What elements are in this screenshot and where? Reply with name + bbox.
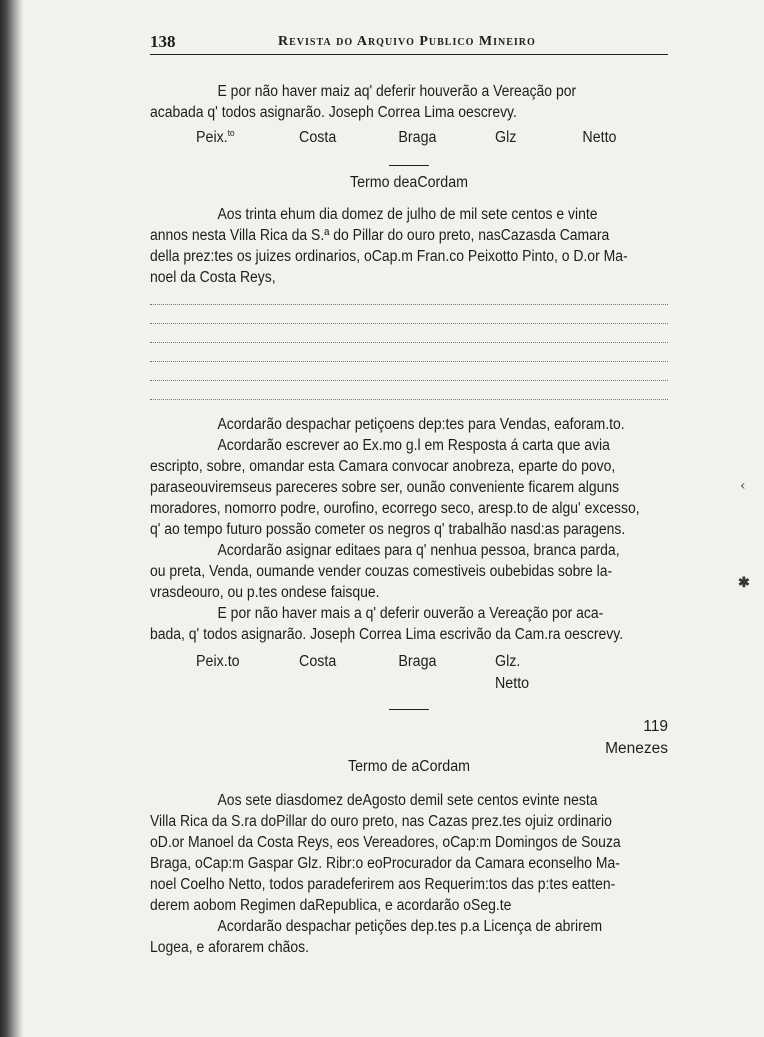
dotted-lines <box>150 304 668 400</box>
running-title: Revista do Arquivo Publico Mineiro <box>278 34 536 49</box>
margin-note-name: Menezes <box>605 740 668 757</box>
section-title: Termo de aCordam <box>347 758 471 775</box>
signature: Glz <box>495 129 517 146</box>
text-line: Aos sete diasdomez deAgosto demil sete centos evinte nesta <box>217 792 598 809</box>
text-line: paraseouviremseus pareceres sobre ser, ounão conveniente ficarem alguns <box>150 479 620 496</box>
text-line: E por não haver maiz aq' deferir houverão a Vereação por <box>217 83 577 100</box>
margin-note <box>150 716 668 760</box>
section-title: Termo deaCordam <box>349 174 469 191</box>
signatures-row <box>150 129 627 151</box>
text-line: oD.or Manoel da Costa Reys, eos Vereadores, oCap:m Domingos de Souza <box>150 834 621 851</box>
signature: Costa <box>299 129 337 146</box>
signature: Peix.$^{to}$ <box>196 128 235 146</box>
text-line: acabada q' todos asignarão. Joseph Correa Lima oescrevy. <box>150 104 517 121</box>
text-line: Logea, e aforarem chãos. <box>150 939 309 956</box>
text-line: moradores, nomorro podre, ourofino, ecorrego seco, aresp.to de algu' excesso, <box>150 500 640 517</box>
paragraph-resolutions <box>150 414 668 645</box>
text-line: vrasdeouro, ou p.tes ondese faisque. <box>150 584 380 601</box>
paragraph-opening-3 <box>150 790 668 958</box>
text-line: ou preta, Venda, oumande vender couzas comestiveis oubebidas sobre la- <box>150 563 613 580</box>
book-spine-shadow <box>0 0 24 1037</box>
signature: Braga <box>398 653 437 670</box>
text-line: noel Coelho Netto, todos paradeferirem aos Requerim:tos das p:tes eatten- <box>150 876 616 893</box>
signature: Braga <box>398 129 437 146</box>
text-line: annos nesta Villa Rica da S.ª do Pillar do ouro preto, nasCazasda Camara <box>150 227 610 244</box>
text-line: bada, q' todos asignarão. Joseph Correa Lima escrivão da Cam.ra oescrevy. <box>150 626 624 643</box>
paragraph-opening-2 <box>150 204 668 288</box>
text-line: noel da Costa Reys, <box>150 269 276 286</box>
signature: Costa <box>299 653 337 670</box>
signatures-row <box>150 675 627 697</box>
text-line: Acordarão despachar petiçoens dep:tes para Vendas, eaforam.to. <box>217 416 625 433</box>
margin-mark: ‹ <box>740 478 746 494</box>
text-line: escripto, sobre, omandar esta Camara convocar anobreza, eparte do povo, <box>150 458 616 475</box>
text-line: derem aobom Regimen daRepublica, e acordarão oSeg.te <box>150 897 512 914</box>
signatures-row <box>150 653 627 675</box>
signature: Peix.to <box>196 653 240 670</box>
text-line: Braga, oCap:m Gaspar Glz. Ribr:o eoProcurador da Camara econselho Ma- <box>150 855 620 872</box>
margin-mark: ✱ <box>738 575 750 591</box>
page-number: 138 <box>150 32 176 51</box>
signature: Netto <box>495 675 530 692</box>
text-line: Acordarão asignar editaes para q' nenhua pessoa, branca parda, <box>217 542 620 559</box>
text-line: Acordarão escrever ao Ex.mo g.l em Resposta á carta que avia <box>217 437 610 454</box>
text-line: E por não haver mais a q' deferir ouverão a Vereação por aca- <box>217 605 604 622</box>
signature: Glz. <box>495 653 521 670</box>
page-header <box>150 30 668 55</box>
paragraph-closing-1 <box>150 81 668 123</box>
text-line: Acordarão despachar petições dep.tes p.a Licença de abrirem <box>217 918 603 935</box>
text-line: q' ao tempo futuro possão cometer os negros q' trabalhão nasd:as paragens. <box>150 521 626 538</box>
text-line: della prez:tes os juizes ordinarios, oCap.m Fran.co Peixotto Pinto, o D.or Ma- <box>150 248 628 265</box>
signature: Netto <box>582 129 617 146</box>
text-line: Villa Rica da S.ra doPillar do ouro preto, nas Cazas prez.tes ojuiz ordinario <box>150 813 612 830</box>
text-line: Aos trinta ehum dia domez de julho de mil sete centos e vinte <box>217 206 598 223</box>
document-page <box>150 30 668 958</box>
margin-note-number: 119 <box>643 718 668 735</box>
